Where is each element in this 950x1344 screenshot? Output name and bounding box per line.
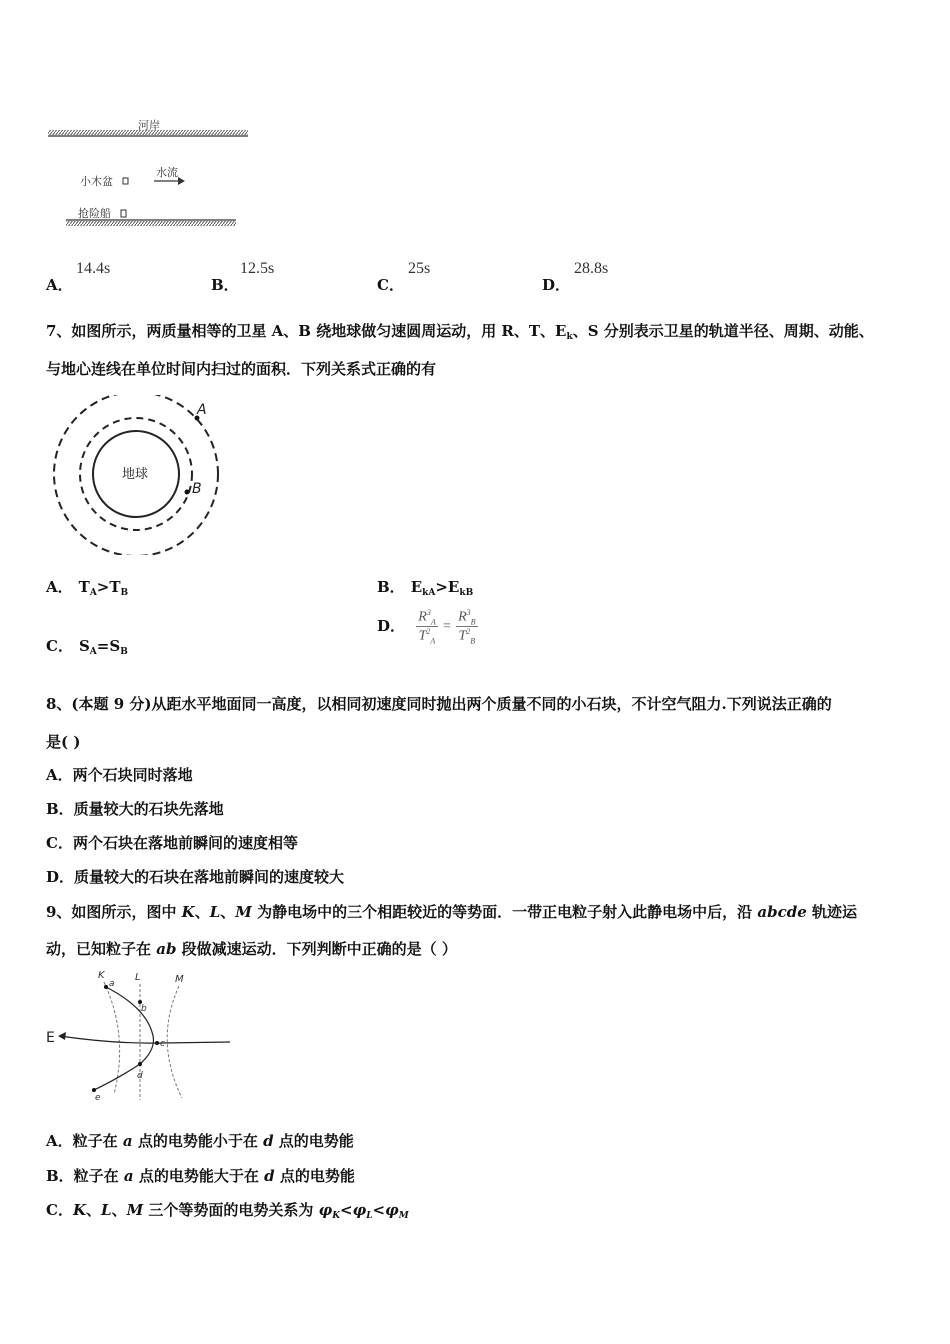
boat-label: 抢险船	[78, 207, 111, 220]
q9-stem-line1: 9、如图所示，图中 K、L、M 为静电场中的三个相距较近的等势面．一带正电粒子射入此静电场中后，沿 abcde 轨迹运	[46, 903, 857, 921]
m-label: M	[175, 974, 184, 985]
q7-option-c: C． $S_A=S_B$	[46, 637, 128, 657]
point-a-label: a	[109, 979, 115, 989]
basin-marker	[123, 178, 128, 184]
option-letter: A．	[46, 276, 73, 294]
option-value: 14.4s	[76, 260, 111, 277]
surface-m	[167, 986, 182, 1098]
satellite-b	[185, 490, 190, 495]
q9-stem-line2: 动，已知粒子在 ab 段做减速运动．下列判断中正确的是（ ）	[46, 940, 457, 958]
satellite-b-label: B	[192, 481, 202, 497]
q7-option-b: B． $E_{kA}>E_{kB}$	[377, 578, 474, 598]
q7-option-a: A． $T_A>T_B$	[46, 578, 129, 598]
option-value: 12.5s	[240, 260, 275, 277]
basin-label: 小木盆	[80, 175, 113, 188]
formula-equals: =	[442, 618, 451, 634]
option-letter: B．	[211, 276, 239, 294]
flow-label: 水流	[156, 166, 178, 179]
q9-option-b: B．粒子在 a 点的电势能大于在 d 点的电势能	[46, 1167, 355, 1185]
k-label: K	[98, 970, 105, 981]
satellite-a-label: A	[197, 402, 207, 418]
formula-left: $\frac{R^3_A}{T^2_A}$	[418, 608, 436, 646]
point-e-label: e	[95, 1093, 101, 1103]
field-line	[60, 1036, 230, 1043]
option-letter: D．	[542, 276, 571, 294]
q8-option-b: B．质量较大的石块先落地	[46, 800, 224, 818]
earth-label: 地球	[122, 467, 149, 482]
q8-option-a: A．两个石块同时落地	[46, 766, 193, 784]
formula-right: $\frac{R^3_B}{T^2_B}$	[458, 608, 476, 646]
l-label: L	[135, 972, 141, 983]
option-value: 28.8s	[574, 260, 609, 277]
bank-label: 河岸	[138, 119, 160, 132]
q7-stem-line1: 7、如图所示，两质量相等的卫星 A、B 绕地球做匀速圆周运动，用 R、T、$E_k$、S 分别表示卫星的轨道半径、周期、动能、	[46, 322, 874, 342]
point-a	[104, 985, 108, 989]
field-figure	[44, 966, 234, 1106]
orbit-figure	[50, 395, 225, 555]
q7-stem-line2: 与地心连线在单位时间内扫过的面积．下列关系式正确的有	[46, 360, 437, 378]
option-letter: C．	[377, 276, 404, 294]
river-diagram	[46, 100, 256, 240]
flow-arrowhead	[178, 177, 185, 185]
point-b-label: b	[141, 1004, 147, 1014]
river-figure	[46, 100, 256, 240]
q8-option-d: D．质量较大的石块在落地前瞬间的速度较大	[46, 868, 345, 886]
particle-trajectory	[92, 986, 154, 1091]
field-label: E	[46, 1030, 55, 1046]
option-value: 25s	[408, 260, 431, 277]
point-d-label: d	[137, 1071, 143, 1081]
equipotential-diagram	[44, 966, 234, 1106]
boat-marker	[121, 210, 126, 217]
point-c	[155, 1041, 159, 1045]
q9-option-c: C．K、L、M 三个等势面的电势关系为 $\varphi_K<\varphi_L<\varphi_M$	[46, 1201, 409, 1221]
q8-stem-line1: 8、(本题 9 分)从距水平地面同一高度，以相同初速度同时抛出两个质量不同的小石块，不计空气阻力.下列说法正确的	[46, 695, 832, 713]
q8-option-c: C．两个石块在落地前瞬间的速度相等	[46, 834, 298, 852]
point-d	[138, 1062, 142, 1066]
orbit-diagram	[50, 395, 225, 555]
point-c-label: c	[160, 1039, 165, 1049]
point-e	[92, 1088, 96, 1092]
option-letter: D．	[377, 616, 406, 635]
lower-bank-hatch	[66, 221, 236, 226]
field-arrowhead	[58, 1032, 66, 1040]
q7-option-d	[377, 608, 478, 646]
q8-stem-line2: 是( )	[46, 733, 81, 751]
q9-option-a: A．粒子在 a 点的电势能小于在 d 点的电势能	[46, 1132, 354, 1150]
